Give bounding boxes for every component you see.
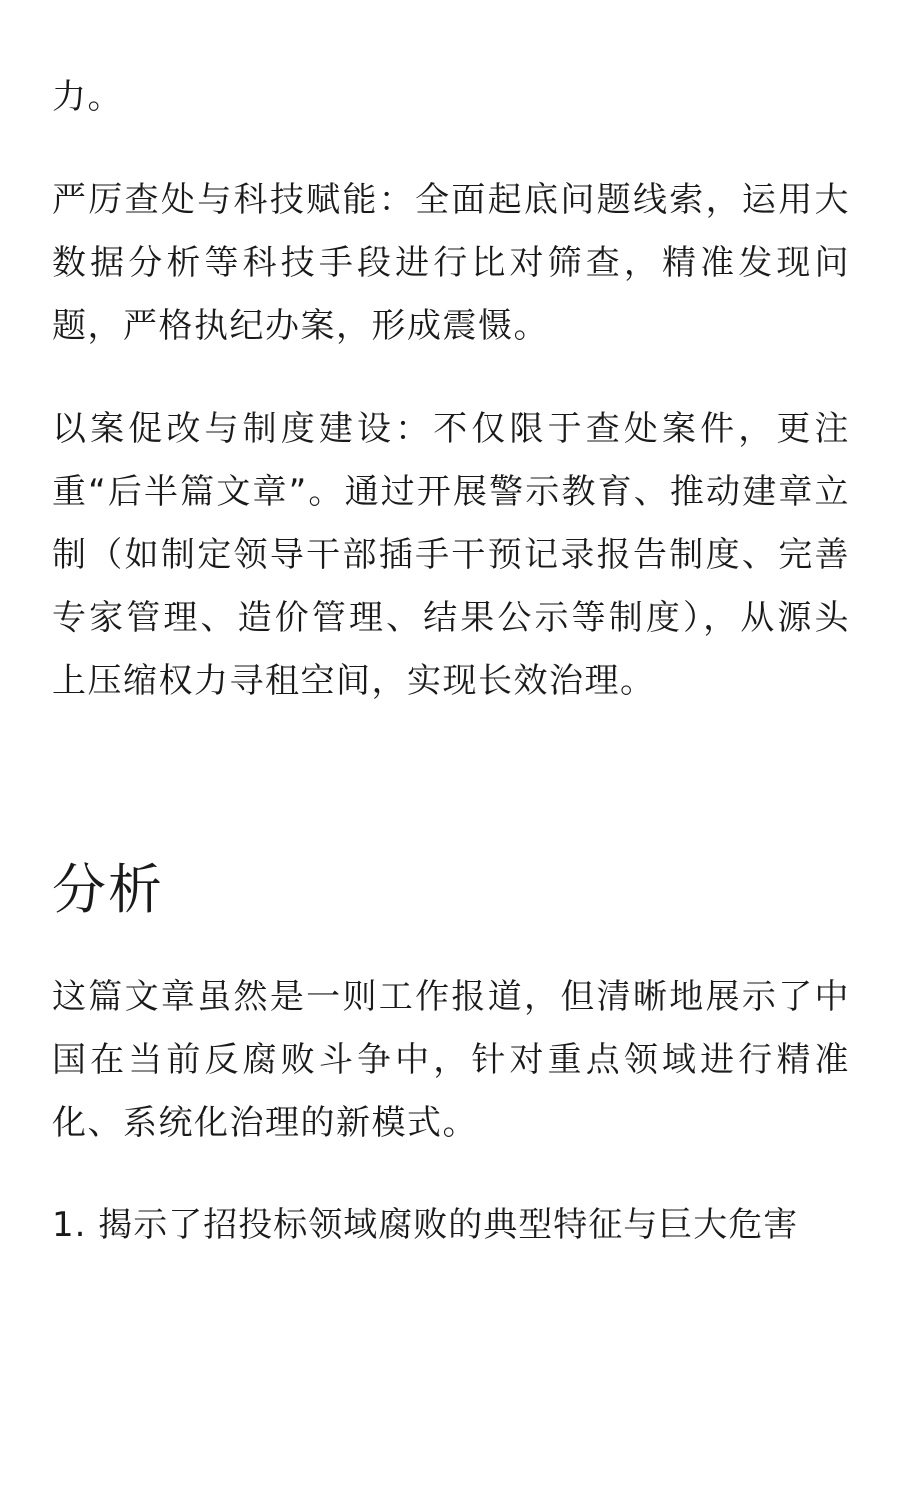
list-item-1: 1. 揭示了招投标领域腐败的典型特征与巨大危害 xyxy=(52,1205,799,1245)
paragraph-strict-investigation: 严厉查处与科技赋能：全面起底问题线索，运用大数据分析等科技手段进行比对筛查，精准发现问题，严格执纪办案，形成震慑。 xyxy=(52,180,850,346)
paragraph-continuation: 力。 xyxy=(52,77,123,117)
paragraph-reform-by-cases: 以案促改与制度建设：不仅限于查处案件，更注重“后半篇文章”。通过开展警示教育、推动建章立制（如制定领导干部插手干预记录报告制度、完善专家管理、造价管理、结果公示等制度），从源头上压缩权力寻租空间，实现长效治理。 xyxy=(52,409,850,701)
section-heading-analysis: 分析 xyxy=(52,858,164,921)
paragraph-analysis-intro: 这篇文章虽然是一则工作报道，但清晰地展示了中国在当前反腐败斗争中，针对重点领域进行精准化、系统化治理的新模式。 xyxy=(52,977,850,1143)
